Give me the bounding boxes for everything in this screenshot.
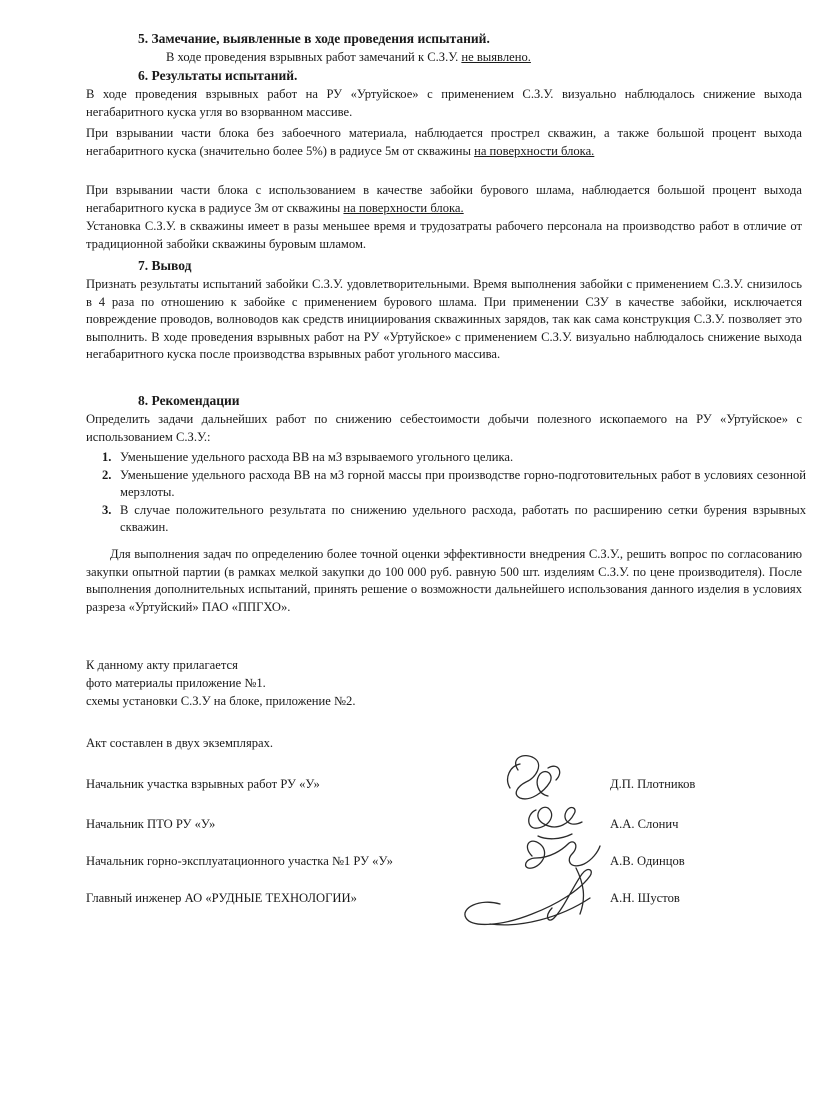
list-item-text: В случае положительного результата по снижению удельного расхода, работать по расширению сетки бурения взрывных скважин. <box>120 502 806 535</box>
section-6-paragraph-1: В ходе проведения взрывных работ на РУ «Уртуйское» с применением С.З.У. визуально наблюдалось снижение выхода негабаритного куска угля во взорванном массиве. <box>86 87 802 119</box>
signatory-name: А.А. Слонич <box>610 817 679 831</box>
signatory-name: А.В. Одинцов <box>610 854 685 868</box>
list-item-text: Уменьшение удельного расхода ВВ на м3 горной массы при производстве горно-подготовительных работ в условиях сезонной мерзлоты. <box>120 467 806 500</box>
signatory-name: Д.П. Плотников <box>610 777 696 791</box>
signatory-row <box>86 890 786 910</box>
section-6-paragraph-3-underlined: на поверхности блока. <box>343 200 464 215</box>
section-8-title: 8. Рекомендации <box>138 393 240 408</box>
list-item <box>102 467 806 502</box>
section-5-text-main: В ходе проведения взрывных работ замечаний к С.З.У. <box>166 50 462 64</box>
signatory-role: Начальник горно-эксплуатационного участка №1 РУ «У» <box>86 854 393 868</box>
section-8-final-paragraph: Для выполнения задач по определению более точной оценки эффективности внедрения С.З.У., решить вопрос по согласованию закупки опытной партии (в рамках мелкой закупки до 100 000 руб. равную 500 шт. изделиям С.З.У. по цене производителя). После выполнения дополнительных испытаний, принять решение о возможности дальнейшего использования данного изделия в условиях разреза «Уртуйский» ПАО «ППГХО». <box>86 547 802 614</box>
section-6-paragraph-3-main: При взрывании части блока с использованием в качестве забойки бурового шлама, наблюдается большой процент выхода негабаритного куска в радиусе 3м от скважины <box>86 183 802 215</box>
list-item <box>102 449 806 467</box>
section-5-text-underlined: не выявлено. <box>461 50 531 64</box>
attachments-line-2: фото материалы приложение №1. <box>86 676 266 690</box>
section-7-title: 7. Вывод <box>138 258 192 273</box>
signatory-row <box>86 853 786 873</box>
signatory-row <box>86 816 786 836</box>
section-6-paragraph-2-main: При взрывании части блока без забоечного материала, наблюдается прострел скважин, а также большой процент выхода негабаритного куска (значительно более 5%) в радиусе 5м от скважины <box>86 126 802 158</box>
signatory-name: А.Н. Шустов <box>610 891 680 905</box>
list-item-number: 3. <box>102 502 112 517</box>
attachments-line-1: К данному акту прилагается <box>86 658 238 672</box>
signatory-role: Начальник участка взрывных работ РУ «У» <box>86 777 320 791</box>
section-6-title: 6. Результаты испытаний. <box>138 68 298 83</box>
section-5-text <box>86 49 806 67</box>
section-6-paragraph-4: Установка С.З.У. в скважины имеет в разы меньшее время и трудозатраты рабочего персонала на производство работ в отличие от традиционной забойки скважины буровым шламом. <box>86 219 802 251</box>
list-item <box>102 502 806 537</box>
section-6-paragraph-3 <box>86 182 802 217</box>
section-5-title: 5. Замечание, выявленные в ходе проведения испытаний. <box>138 31 490 46</box>
signatory-row <box>86 776 786 796</box>
recommendations-list <box>102 449 806 537</box>
section-8-intro: Определить задачи дальнейших работ по снижению себестоимости добычи полезного ископаемого на РУ «Уртуйское» с использованием С.З.У.: <box>86 412 802 444</box>
section-6-paragraph-2-underlined: на поверхности блока. <box>474 143 595 158</box>
list-item-text: Уменьшение удельного расхода ВВ на м3 взрываемого угольного целика. <box>120 450 514 464</box>
list-item-number: 2. <box>102 467 112 482</box>
list-item-number: 1. <box>102 450 112 464</box>
act-copies-note: Акт составлен в двух экземплярах. <box>86 736 274 750</box>
signatory-role: Начальник ПТО РУ «У» <box>86 817 216 831</box>
attachments-line-3: схемы установки С.З.У на блоке, приложение №2. <box>86 694 356 708</box>
section-7-paragraph: Признать результаты испытаний забойки С.З.У. удовлетворительными. Время выполнения забойки с применением С.З.У. снизилось в 4 раза по отношению к забойке с применением бурового шлама. При применении СЗУ в качестве забойки, исключается повреждение проводов, волноводов как средств инициирования скважинных зарядов, так как сама конструкция С.З.У. позволяет это выполнить. В ходе проведения взрывных работ на РУ «Уртуйское» с применением С.З.У. визуально наблюдалось снижение выхода негабаритного куска после производства взрывных работ угольного массива. <box>86 277 802 362</box>
signatory-role: Главный инженер АО «РУДНЫЕ ТЕХНОЛОГИИ» <box>86 891 357 905</box>
section-6-paragraph-2 <box>86 125 802 160</box>
